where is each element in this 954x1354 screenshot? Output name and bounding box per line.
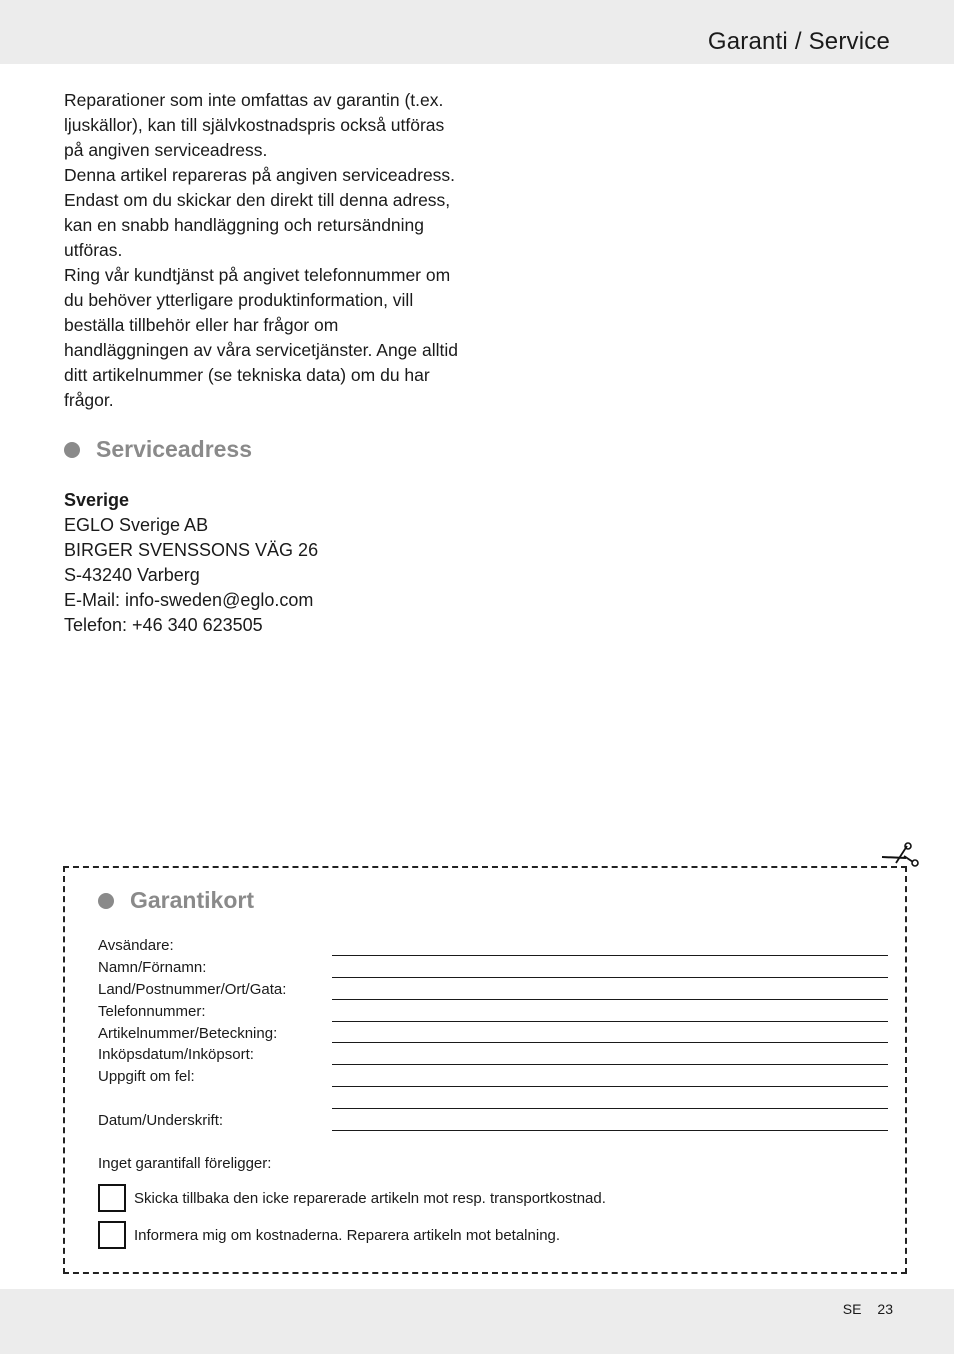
no-warranty-label: Inget garantifall föreligger:	[98, 1155, 272, 1172]
form-input-line[interactable]	[332, 1108, 888, 1109]
form-input-line[interactable]	[332, 1042, 888, 1043]
address-country: Sverige	[64, 490, 130, 510]
form-row	[98, 935, 888, 957]
form-row	[98, 957, 888, 979]
form-input-line[interactable]	[332, 1021, 888, 1022]
footer-lang: SE	[842, 1301, 862, 1317]
form-row	[98, 1088, 888, 1110]
page-title: Garanti / Service	[707, 28, 890, 55]
form-input-line[interactable]	[332, 1130, 888, 1131]
form-label: Telefonnummer:	[98, 1002, 206, 1020]
option-inform-costs	[98, 1221, 560, 1249]
option-label: Informera mig om kostnaderna. Reparera artikeln mot betalning.	[134, 1226, 561, 1244]
form-row	[98, 979, 888, 1001]
footer	[843, 1301, 893, 1317]
form-input-line[interactable]	[332, 1064, 888, 1065]
warranty-form	[98, 935, 888, 1132]
checkbox[interactable]	[98, 1184, 126, 1212]
form-input-line[interactable]	[332, 1086, 888, 1087]
service-address	[64, 488, 318, 638]
form-row	[98, 1044, 888, 1066]
form-row	[98, 1110, 888, 1132]
warranty-heading-text: Garantikort	[130, 887, 254, 913]
form-input-line[interactable]	[332, 955, 888, 956]
form-row	[98, 1001, 888, 1023]
form-label: Uppgift om fel:	[98, 1068, 195, 1086]
option-label: Skicka tillbaka den icke reparerade artikeln mot resp. transportkostnad.	[134, 1189, 606, 1207]
footer-band	[0, 1289, 954, 1354]
form-label: Artikelnummer/Beteckning:	[98, 1024, 278, 1042]
form-input-line[interactable]	[332, 977, 888, 978]
checkbox[interactable]	[98, 1221, 126, 1249]
address-city: S-43240 Varberg	[64, 565, 200, 585]
address-email: E-Mail: info-sweden@eglo.com	[64, 590, 314, 610]
form-label: Namn/Förnamn:	[98, 958, 207, 976]
intro-text	[64, 88, 464, 413]
form-label: Avsändare:	[98, 937, 174, 954]
form-row	[98, 1066, 888, 1088]
warranty-heading	[98, 887, 254, 914]
bullet-icon	[64, 442, 80, 458]
form-label: Datum/Underskrift:	[98, 1112, 224, 1130]
address-phone: Telefon: +46 340 623505	[64, 615, 263, 635]
form-label: Land/Postnummer/Ort/Gata:	[98, 980, 287, 998]
form-input-line[interactable]	[332, 999, 888, 1000]
scissors-icon	[880, 842, 920, 868]
address-company: EGLO Sverige AB	[64, 515, 209, 535]
service-heading-text: Serviceadress	[96, 436, 253, 462]
address-street: BIRGER SVENSSONS VÄG 26	[64, 540, 319, 560]
intro-paragraph: Reparationer som inte omfattas av garantin (t.ex. ljuskällor), kan till självkostnadspris också utföras på angiven serviceadress.	[64, 90, 445, 160]
service-heading	[64, 436, 252, 463]
form-row	[98, 1023, 888, 1045]
bullet-icon	[98, 893, 114, 909]
intro-paragraph: Ring vår kundtjänst på angivet telefonnummer om du behöver ytterligare produktinformation, vill beställa tillbehör eller har frågor om handläggningen av våra servicetjänster. Ange alltid ditt artikelnummer (se tekniska data) om du har frågor.	[64, 265, 459, 410]
option-return-unrepaired	[98, 1184, 606, 1212]
form-label: Inköpsdatum/Inköpsort:	[98, 1046, 254, 1064]
intro-paragraph: Denna artikel repareras på angiven serviceadress. Endast om du skickar den direkt till denna adress, kan en snabb handläggning och retursändning utföras.	[64, 165, 456, 260]
page-number: 23	[877, 1301, 893, 1317]
